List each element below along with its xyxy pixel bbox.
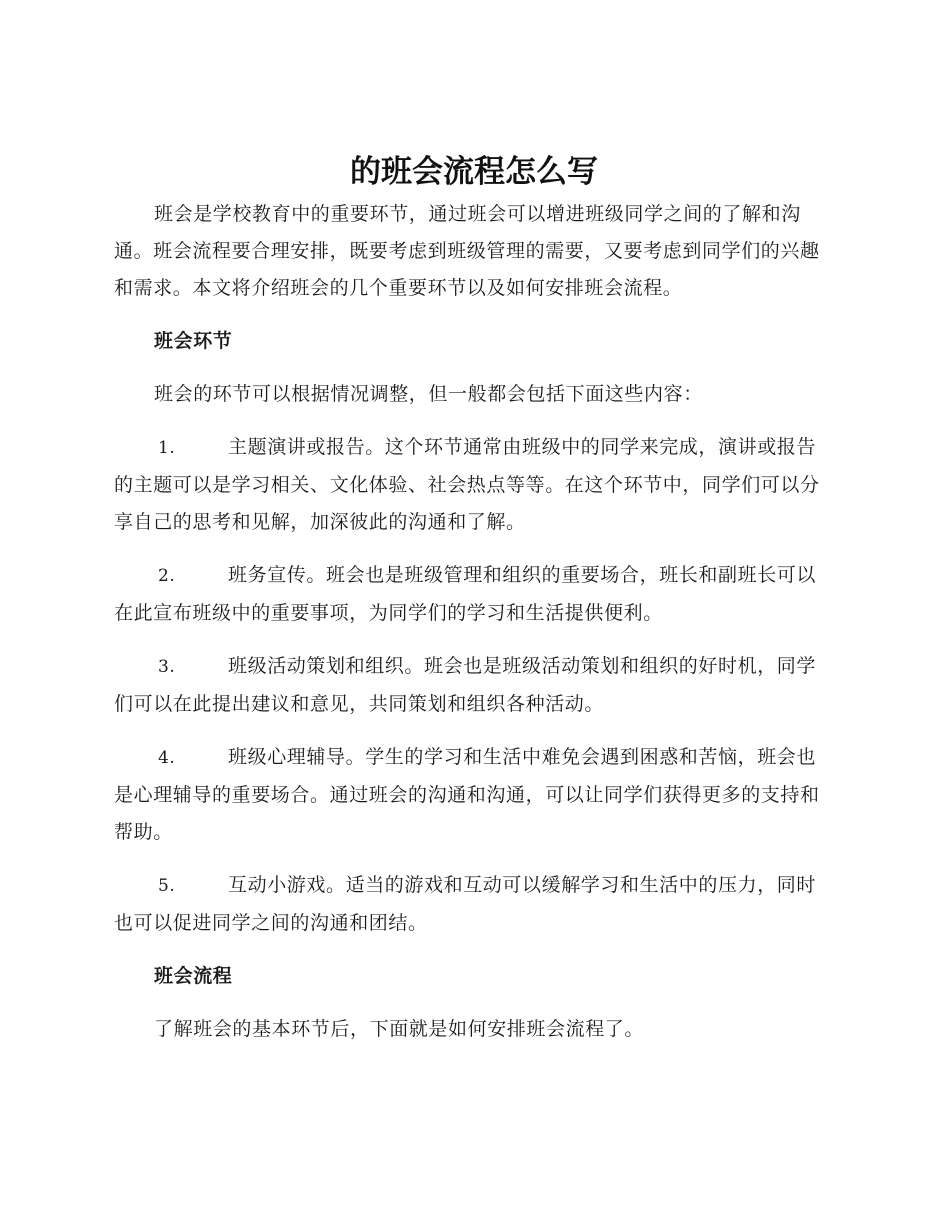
section-heading-process: 班会流程	[154, 965, 233, 987]
intro-paragraph: 班会是学校教育中的重要环节，通过班会可以增进班级同学之间的了解和沟通。班会流程要合理安排，既要考虑到班级管理的需要，又要考虑到同学们的兴趣和需求。本文将介绍班会的几个重要环节以及如何安排班会流程。	[114, 203, 820, 299]
spacer	[114, 413, 834, 429]
list-item-number: 2.	[158, 566, 176, 586]
spacer	[114, 307, 834, 323]
list-item-text: 班级活动策划和组织。班会也是班级活动策划和组织的好时机，同学们可以在此提出建议和意见，共同策划和组织各种活动。	[114, 655, 817, 715]
list-item-text: 班务宣传。班会也是班级管理和组织的重要场合，班长和副班长可以在此宣布班级中的重要事项，为同学们的学习和生活提供便利。	[114, 564, 817, 624]
section-lead: 了解班会的基本环节后，下面就是如何安排班会流程了。	[154, 1018, 645, 1040]
list-item-number: 5.	[158, 876, 176, 896]
spacer	[114, 723, 834, 739]
spacer	[114, 632, 834, 648]
list-item-number: 3.	[158, 657, 176, 677]
spacer	[114, 942, 834, 958]
list-item-number: 4.	[158, 748, 176, 768]
list-item	[114, 648, 834, 723]
list-item	[114, 429, 834, 541]
list-item	[114, 739, 834, 851]
spacer	[114, 851, 834, 867]
list-item-number: 1.	[158, 438, 176, 458]
spacer	[114, 995, 834, 1011]
list-item-text: 班级心理辅导。学生的学习和生活中难免会遇到困惑和苦恼，班会也是心理辅导的重要场合。通过班会的沟通和沟通，可以让同学们获得更多的支持和帮助。	[114, 746, 820, 843]
document-title: 的班会流程怎么写	[350, 154, 598, 190]
section-heading-links: 班会环节	[154, 330, 233, 352]
list-item-text: 主题演讲或报告。这个环节通常由班级中的同学来完成，演讲或报告的主题可以是学习相关、文化体验、社会热点等等。在这个环节中，同学们可以分享自己的思考和见解，加深彼此的沟通和了解。	[114, 436, 820, 533]
document-page	[114, 150, 834, 1048]
section-lead: 班会的环节可以根据情况调整，但一般都会包括下面这些内容：	[154, 383, 703, 405]
spacer	[114, 360, 834, 376]
spacer	[114, 541, 834, 557]
list-item	[114, 557, 834, 632]
list-item-text: 互动小游戏。适当的游戏和互动可以缓解学习和生活中的压力，同时也可以促进同学之间的沟通和团结。	[114, 874, 817, 934]
list-item	[114, 867, 834, 942]
